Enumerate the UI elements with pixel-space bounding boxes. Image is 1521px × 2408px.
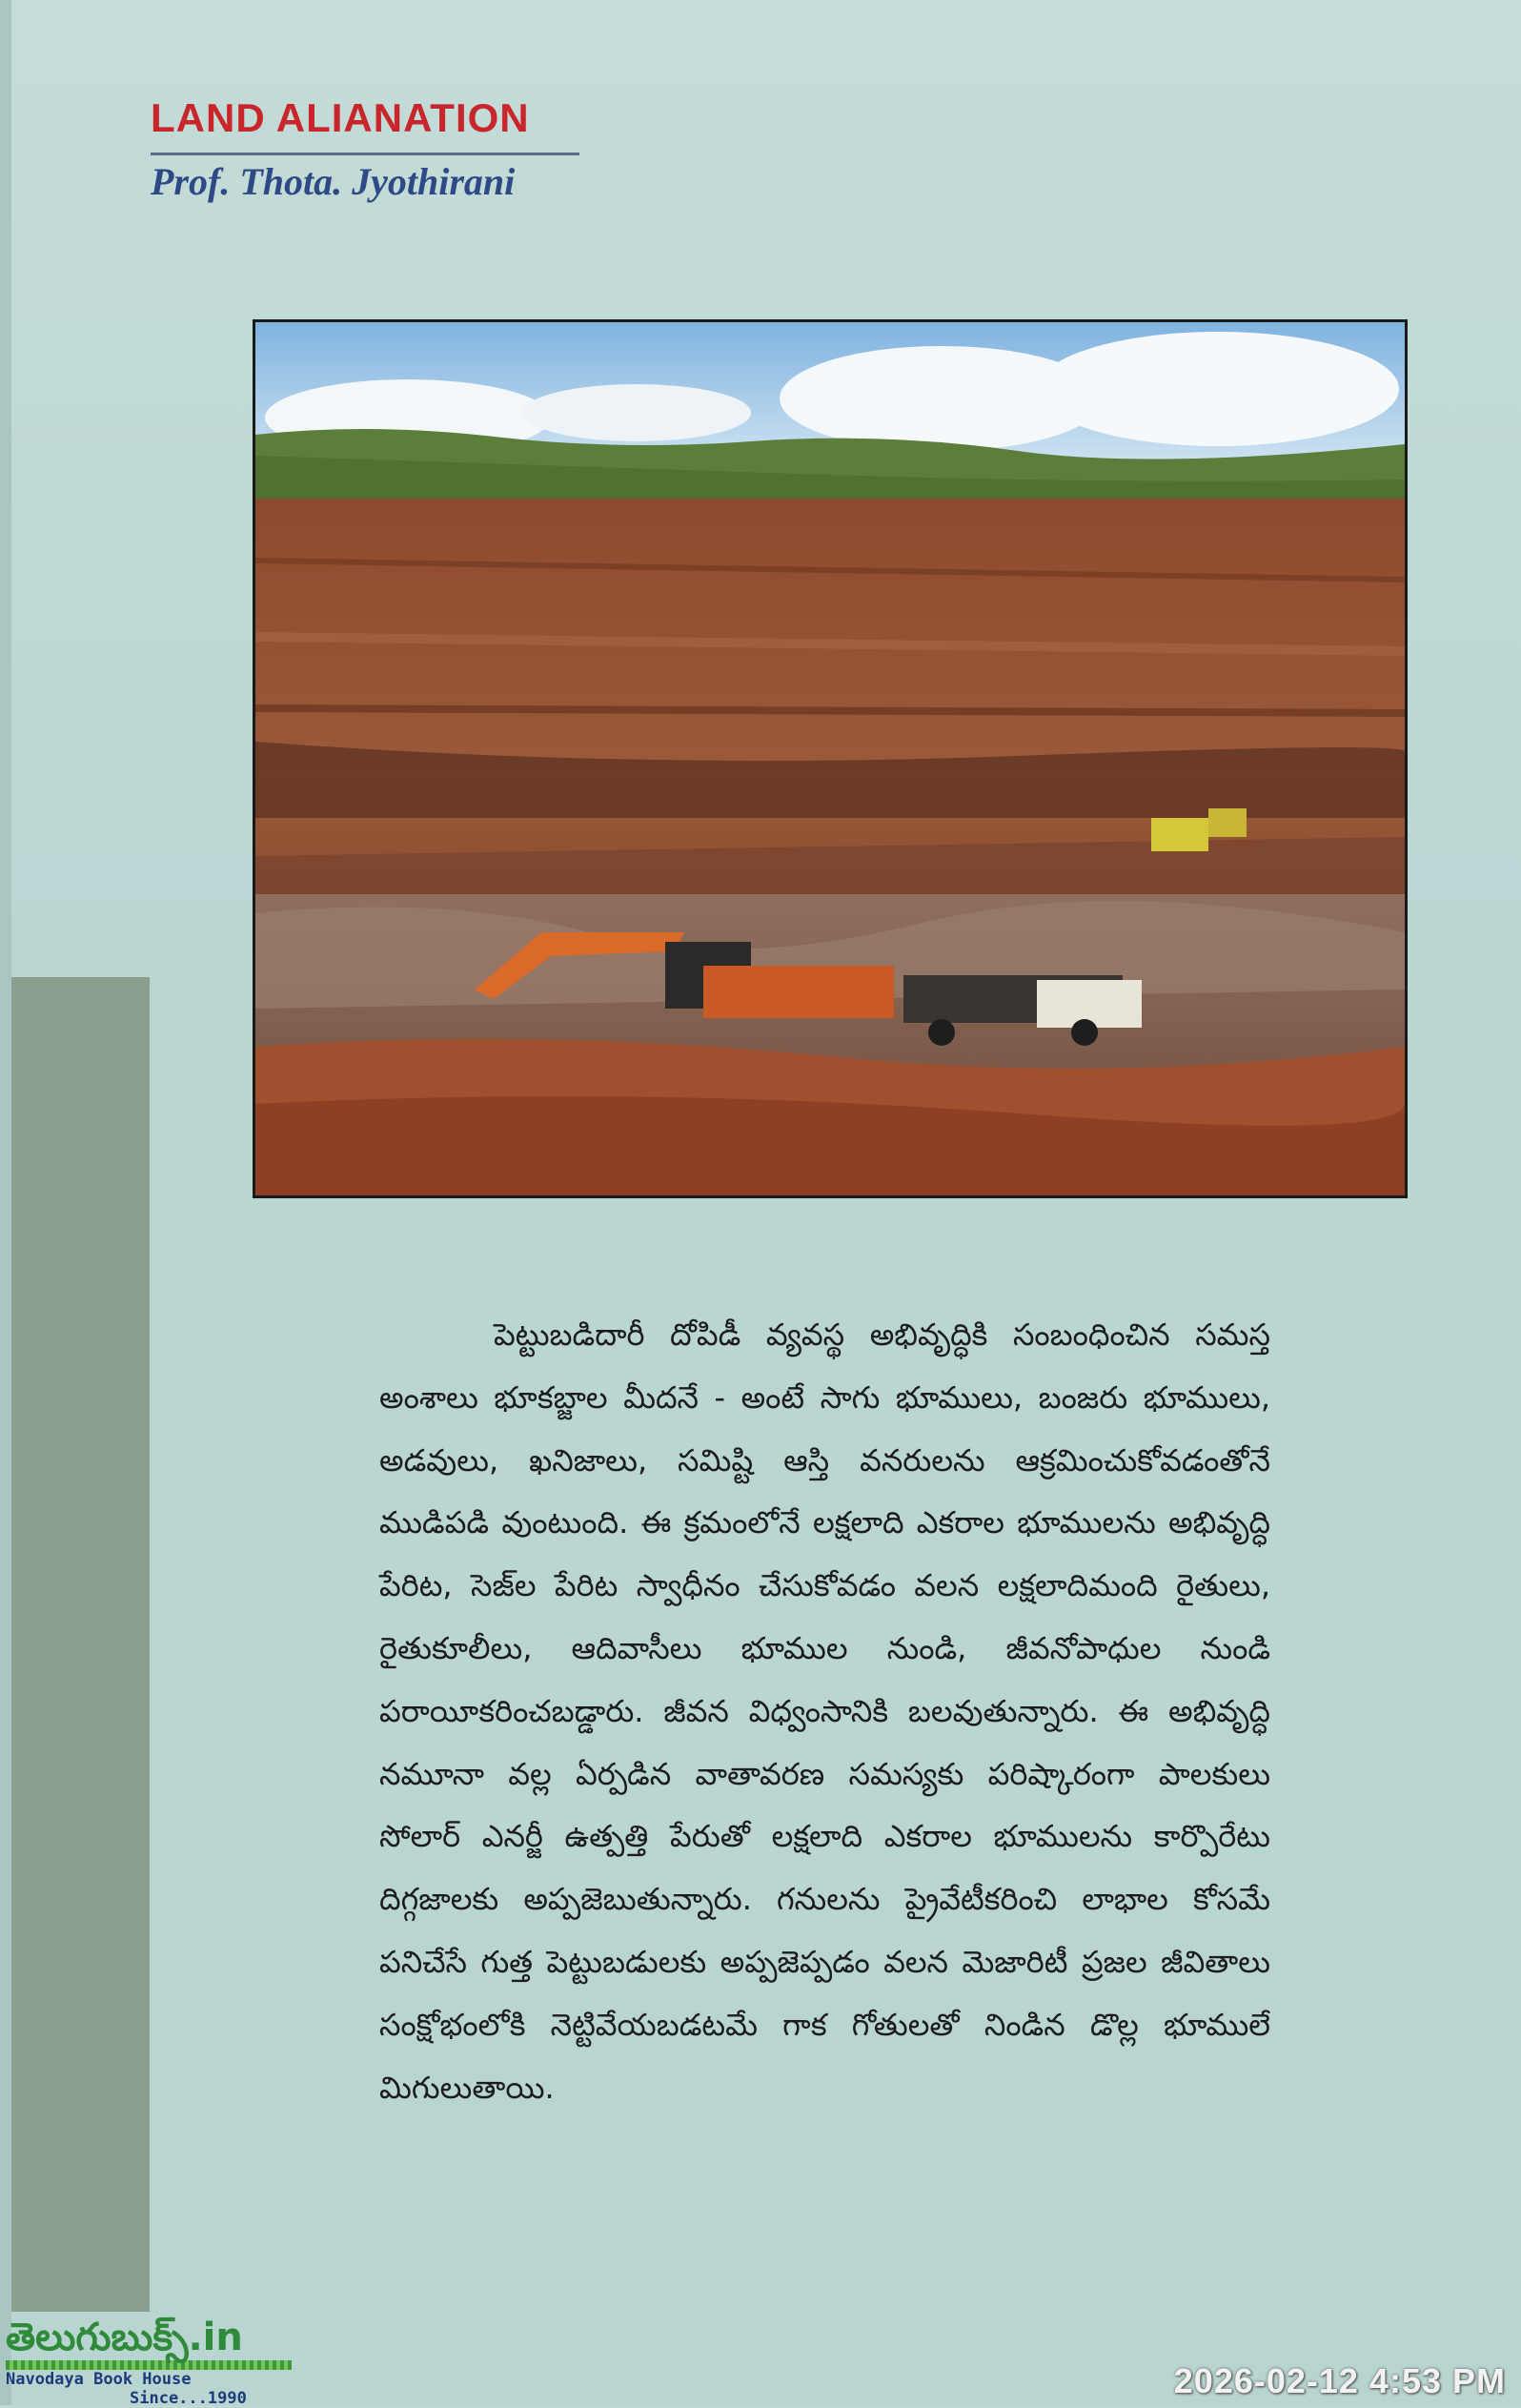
author-name: Prof. Thota. Jyothirani [151,160,516,203]
spine-edge [0,0,11,2405]
logo-wordmark: తెలుగుబుక్స్.in [6,2316,243,2359]
book-title: LAND ALIANATION [151,95,530,140]
publisher-logo [6,2315,301,2408]
mine-photo [253,319,1408,1198]
title-divider [151,153,579,155]
logo-since: Since...1990 [130,2389,247,2408]
decorative-side-band [11,977,150,2312]
grass-graphic [6,2360,292,2370]
photo-timestamp: 2026-02-12 4:53 PM [1173,2361,1506,2400]
open-pit-mine-illustration [255,322,1405,1195]
logo-publisher: Navodaya Book House [6,2370,192,2389]
blurb-paragraph: పెట్టుబడిదారీ దోపిడీ వ్యవస్థ అభివృద్ధికి సంబంధించిన సమస్త అంశాలు భూకబ్జాల మీదనే - అంటే సాగు భూములు, బంజరు భూములు, అడవులు, ఖనిజాలు, సమిష్టి ఆస్తి వనరులను ఆక్రమించుకోవడంతోనే ముడిపడి వుంటుంది. ఈ క్రమంలోనే లక్షలాది ఎకరాల భూములను అభివృద్ధి పేరిట, సెజ్‌ల పేరిట స్వాధీనం చేసుకోవడం వలన లక్షలాదిమంది రైతులు, రైతుకూలీలు, ఆదివాసీలు భూముల నుండి, జీవనోపాధుల నుండి పరాయీకరించబడ్డారు. జీవన విధ్వంసానికి బలవుతున్నారు. ఈ అభివృద్ధి నమూనా వల్ల ఏర్పడిన వాతావరణ సమస్యకు పరిష్కారంగా పాలకులు సోలార్ ఎనర్జీ ఉత్పత్తి పేరుతో లక్షలాది ఎకరాల భూములను కార్పొరేటు దిగ్గజాలకు అప్పజెబుతున్నారు. గనులను ప్రైవేటీకరించి లాభాల కోసమే పనిచేసే గుత్త పెట్టుబడులకు అప్పజెప్పడం వలన మెజారిటీ ప్రజల జీవితాలు సంక్షోభంలోకి నెట్టివేయబడటమే గాక గోతులతో నిండిన డొల్ల భూములే మిగులుతాయి. [379,1316,1270,2106]
